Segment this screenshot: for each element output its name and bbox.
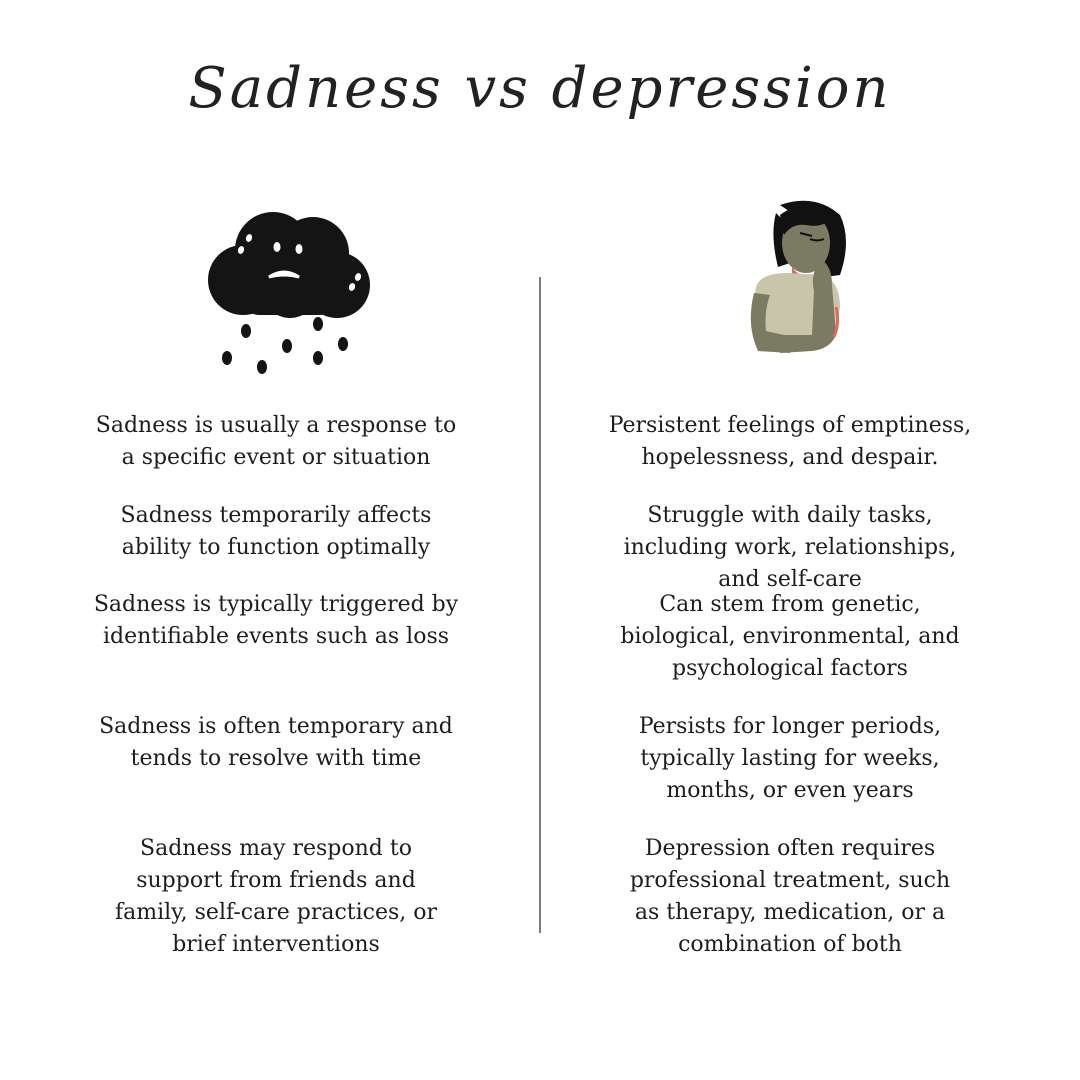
sadness-item-4: Sadness is often temporary and tends to resolve with time (99, 714, 453, 771)
sadness-item-3: Sadness is typically triggered by identifiable events such as loss (93, 592, 459, 649)
sadness-item-5: Sadness may respond to support from friends and family, self-care practices, or brief interventions (114, 836, 438, 957)
sad-person-icon (740, 195, 850, 355)
depression-item-5: Depression often requires professional treatment, such as therapy, medication, or a combination of both (629, 836, 951, 957)
sad-rain-cloud-icon (195, 205, 375, 380)
sadness-item-1: Sadness is usually a response to a specific event or situation (95, 413, 457, 470)
depression-item-3: Can stem from genetic, biological, environmental, and psychological factors (620, 592, 960, 681)
depression-item-1: Persistent feelings of emptiness, hopelessness, and despair. (608, 413, 972, 470)
depression-item-2: Struggle with daily tasks, including work, relationships, and self-care (623, 503, 957, 592)
depression-item-4: Persists for longer periods, typically lasting for weeks, months, or even years (638, 714, 942, 803)
page-title: Sadness vs depression (188, 56, 892, 121)
column-divider (539, 277, 541, 933)
sadness-item-2: Sadness temporarily affects ability to function optimally (120, 503, 432, 560)
